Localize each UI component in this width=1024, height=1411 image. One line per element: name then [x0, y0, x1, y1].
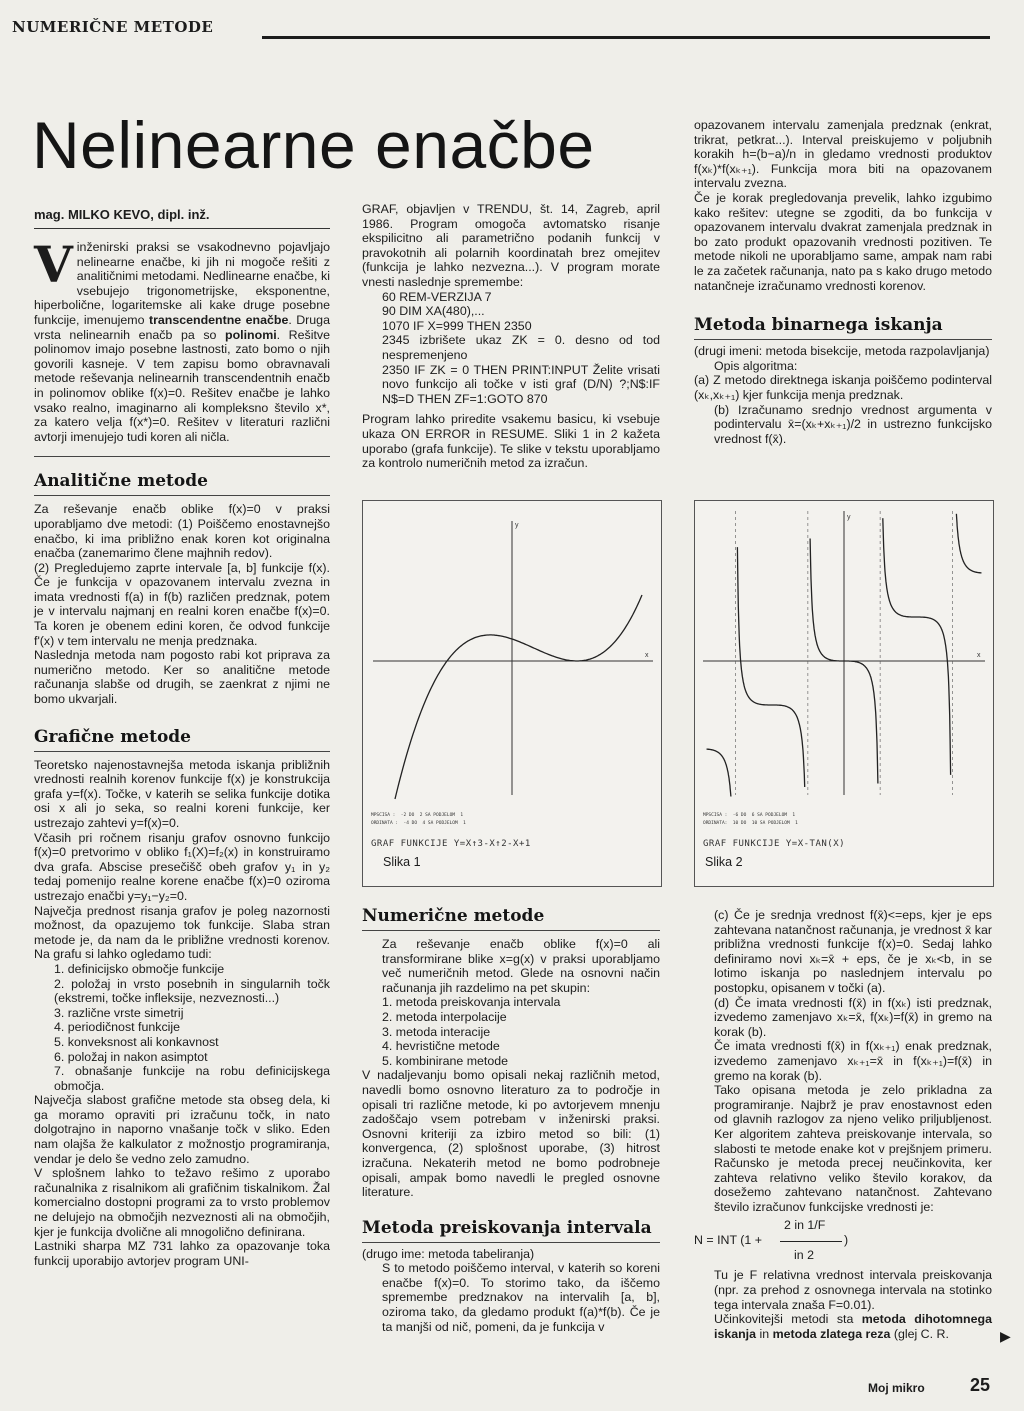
function-branch — [737, 547, 804, 787]
figure-1-caption: Slika 1 — [383, 855, 421, 869]
continue-arrow-icon: ▶ — [1000, 1328, 1011, 1344]
article-title: Nelinearne enačbe — [32, 108, 595, 182]
heading-binary: Metoda binarnega iskanja — [694, 315, 943, 336]
list-item: 4. hevristične metode — [382, 1039, 500, 1054]
y-axis-label: y — [847, 514, 851, 521]
figure-2-caption: Slika 2 — [705, 855, 743, 869]
formula: 2 in 1/F N = INT (1 + ) in 2 — [694, 1218, 849, 1263]
figure-1: x y MPSCISA : -2 DO 2 SA PODJELOM 1 ORDINATA : -4 DO 4 SA PODJELOM 1 GRAF FUNKCIJE Y=X↑3-X↑2-X+1 Slika 1 — [362, 500, 662, 887]
heading-graphic: Grafične metode — [34, 726, 191, 747]
x-axis-label: x — [977, 652, 981, 659]
intro-paragraph: V inženirski praksi se vsakodnevno pojavljajo nelinearne enačbe, ki jih ni mogoče rešiti z analitičnimi metodami. Nedlinearne enačbe, ki vsebujejo trigonometrijske, eksponentne, hiperbolične, logaritemske ali kake druge posebne funkcije, imenujemo transcendentne enačbe. Druga vrsta nelinearnih enačb pa so polinomi. Rešitve polinomov imajo posebne lastnosti, zato bomo o njih govorili kasneje. V tem zapisu bomo obravnavali metode reševanja nelinearnih transcendentnih enačb in polinomov oblike f(x)=0. Rešitev enačbe je lahko vsako realno, imaginarno ali kompleksno število x*, za katero velja f(x*)=0. Rešitev v literaturi različni avtorji imenujejo tudi koren ali ničla. — [34, 235, 330, 444]
column-3-top: opazovanem intervalu zamenjala predznak (enkrat, trikrat, petkrat...). Interval preiskujemo v poljubnih korakih h=(b−a)/n in gledamo vrednosti produktov f(xₖ)*f(xₖ₊₁). Funkcija mora biti na opazovanem intervalu zvezna. Če je korak pregledovanja prevelik, lahko izgubimo kako rešitev: utegne se zgoditi, da bo funkcija v opazovanem intervalu dvakrat zamenjala predznak in bo zato produkt opazovanih vrednosti pozitiven. Te metode nikoli ne uporabljamo same, ampak nam rabi le za začetek računanja, nato pa s kako drugo metodo natančneje izračunamo vrednosti korenov. Metoda binarnega iskanja (drugi imeni: metoda bisekcije, metoda razpolavljanja) Opis algoritma: (a) Z metodo direktnega iskanja poiščemo podinterval (xₖ,xₖ₊₁) kjer funkcija menja predznak. (b) Izračunamo srednjo vrednost argumenta v podintervalu x̄=(xₖ+xₖ₊₁)/2 in ustrezno funkcijsko vrednost f(x̄). — [694, 118, 992, 446]
heading-numeric: Numerične metode — [362, 906, 545, 926]
function-curve — [395, 595, 642, 799]
figure-2-function: GRAF FUNKCIJE Y=X-TAN(X) — [703, 839, 846, 849]
dropcap: V — [34, 235, 73, 294]
column-1: V inženirski praksi se vsakodnevno pojavljajo nelinearne enačbe, ki jih ni mogoče rešiti z analitičnimi metodami. Nedlinearne enačbe, ki vsebujejo trigonometrijske, eksponentne, hiperbolične, logaritemske ali kake druge posebne funkcije, imenujemo transcendentne enačbe. Druga vrsta nelinearnih enačb pa so polinomi. Rešitve polinomov imajo posebne lastnosti, zato bomo o njih govorili kasneje. V tem zapisu bomo obravnavali metode reševanja nelinearnih transcendentnih enačb in polinomov oblike f(x)=0. Rešitev enačbe je lahko vsako realno, imaginarno ali kompleksno število x*, za katero velja f(x*)=0. Rešitev v literaturi različni avtorji imenujejo tudi koren ali ničla. Analitične metode Za reševanje enačb oblike f(x)=0 v praksi uporabljamo dve metodi: (1) Poiščemo enostavnejšo enačbo, ki ima približno enak koren kot originalna enačba (zanemarimo člene majhnih redov). (2) Pregledujemo zaprte intervale [a, b] funkcije f(x). Če je funkcija v opazovanem intervalu zvezna in imata vrednosti f(a) in f(b) različen predznak, potem je v intervalu najmanj en realni koren enačbe f(x)=0. Ta koren je obenem edini koren, če odvod funkcije f'(x) v tem intervalu ne menja predznaka. Naslednja metoda nam pogosto rabi kot priprava za numerično metodo. Ker so analitične metode računanja slabše od drugih, se zaenkrat z njimi ne bomo ukvarjali. Grafične metode Teoretsko najenostavnejša metoda iskanja približnih vrednosti realnih korenov funkcije f(x) je konstrukcija grafa y=f(x). Točke, v katerih se selika funkcije dotika osi x ali jo seka, so realni koreni funkcije, ker ustrezajo zahtevi y=f(x)=0. Včasih pri ročnem risanju grafov osnovno funkcijo f(x)=0 pretvorimo v obliko f₁(X)=f₂(x) in konstruiramo dva grafa. Abscise presečišč obeh grafov y₁ in y₂ tedaj pomenijo realne korene enačbe f(x)=0 oziroma ustrezajo enačbi y=y₁−y₂=0. Največja prednost risanja grafov je poleg nazornosti možnost, da opazujemo tok funkcije. Slaba stran metode je, da nam da le približne vrednosti korenov. Na grafu si lahko ogledamo tudi: 1. definicijsko območje funkcije 2. položaj in vrsto posebnih in singularnih točk (ekstremi, točke infleksije, nezveznosti...) 3. različne vrste simetrij 4. periodičnost funkcije 5. konveksnost ali konkavnost 6. položaj in nakon asimptot 7. obnašanje funkcije na robu definicijskega območja. Največja slabost grafične metode sta obseg dela, ki ga moramo opraviti pri izračunu točk, in nato dolgotrajno in naporno vnašanje točk v sliko. Eden nam olajša že kalkulator z možnostjo programiranja, vendar je delo še vedno zelo zamudno. V splošnem lahko to težavo rešimo z uporabo računalnika z risalnikom ali grafičnim tiskalnikom. Žal komercialno dostopni programi za to vrsto problemov ne delujejo na območjih nezveznosti ali na območjih, kjer je funkcija dvolične ali mnogolično definirana. Lastniki sharpa MZ 731 lahko za opazovanje toka funkcij uporabijo avtorjev program UNI- — [34, 235, 330, 1268]
magazine-name: Moj mikro — [868, 1381, 925, 1395]
list-item: 5. kombinirane metode — [382, 1053, 509, 1068]
list-item: 1. metoda preiskovanja intervala — [382, 995, 561, 1010]
heading-interval: Metoda preiskovanja intervala — [362, 1217, 652, 1238]
column-3-bottom: (c) Če je srednja vrednost f(x̄)<=eps, kjer je eps zahtevana natančnost računanja, je vrednost x̄ kar približna vrednosti funkcije f(x)=0. Sedaj lahko definiramo novi xₖ=x̄ + eps, če je xₖ<b, in se lotimo iskanja po naslednjem intervalu po postopku, opisanem v točki (a). (d) Če imata vrednosti f(x̄) in f(xₖ) isti predznak, izvedemo zamenjavo xₖ=x̄, f(xₖ)=f(x̄) in gremo na korak (b). Če imata vrednosti f(x̄) in f(xₖ₊₁) enak predznak, izvedemo zamenjavo xₖ₊₁=x̄ in f(xₖ₊₁)=f(x̄) in gremo na korak (b). Tako opisana metoda je zelo prikladna za programiranje. Najbrž je prav enostavnost eden od glavnih razlogov za njeno veliko priljubljenost. Ker algoritem zahteva preiskovanje intervala, so slabosti te metode enake kot v prejšnjem primeru. Računsko je metoda precej neučinkovita, ker zahteva relativno veliko število korakov, da dosežemo zahtevano natančnost. Zahtevano število izračunov funkcijske vrednosti je: 2 in 1/F N = INT (1 + ) in 2 Tu je F relativna vrednost intervala preiskovanja (npr. za prehod z osnovnega intervala na stotinko tega intervala znaša F=0.01). Učinkovitejši metodi sta metoda dihotomnega iskanja in metoda zlatega reza (glej C. R. — [694, 908, 992, 1341]
list-item: 5. konveksnost ali konkavnost — [54, 1034, 219, 1049]
figure-1-function: GRAF FUNKCIJE Y=X↑3-X↑2-X+1 — [371, 839, 531, 849]
list-item: 2. položaj in vrsto posebnih in singularnih točk (ekstremi, točke infleksije, nezveznosti...) — [54, 976, 330, 1006]
heading-analytic: Analitične metode — [34, 471, 208, 492]
y-axis-label: y — [515, 522, 519, 529]
list-item: 1. definicijsko območje funkcije — [54, 961, 225, 976]
function-branch — [707, 749, 731, 796]
figure-2: x y MPSCISA : -6 DO 6 SA PODJELOM 1 ORDINATA: 10 DO 10 SA PODJELOM 1 GRAF FUNKCIJE Y=X-TAN(X) Slika 2 — [694, 500, 994, 887]
figure-2-plot — [695, 501, 993, 801]
header-rule — [262, 36, 990, 39]
list-item: 3. različne vrste simetrij — [54, 1005, 184, 1020]
x-axis-label: x — [645, 652, 649, 659]
page-number: 25 — [970, 1375, 991, 1395]
list-item: 4. periodičnost funkcije — [54, 1020, 181, 1035]
list-item: 3. metoda interacije — [382, 1024, 491, 1039]
author-rule — [34, 228, 330, 229]
section-header: NUMERIČNE METODE — [12, 18, 214, 36]
function-branch — [956, 514, 981, 573]
function-branch — [883, 518, 951, 775]
column-2-top: GRAF, objavljen v TRENDU, št. 14, Zagreb, april 1986. Program omogoča avtomatsko risanje ekspilicitno ali parametrično podanih funkcij v pravokotnih ali polarnih koordinatah brez omejitev (funkcija je lahko nezvezna...). V program morate vnesti naslednje spremembe: 60 REM-VERZIJA 7 90 DIM XA(480),... 1070 IF X=999 THEN 2350 2345 izbrišete ukaz ZK = 0. desno od tod nespremenjeno 2350 IF ZK = 0 THEN PRINT:INPUT Želite vrisati novo funkcijo ali točke v isti graf (D/N) ?;N$:IF N$=D THEN ZF=1:GOTO 870 Program lahko priredite vsakemu basicu, ki vsebuje ukaza ON ERROR in RESUME. Sliki 1 in 2 kažeta uporabo (grafa funkcije). Te slike v tekstu uporabljamo za kontrolo numeričnih metod za izračun. — [362, 202, 660, 471]
author-line: mag. MILKO KEVO, dipl. inž. — [34, 207, 210, 222]
list-item: 6. položaj in nakon asimptot — [54, 1049, 208, 1064]
list-item: 7. obnašanje funkcije na robu definicijskega območja. — [54, 1064, 330, 1093]
figure-1-plot — [363, 501, 661, 801]
column-2-bottom: Numerične metode Za reševanje enačb oblike f(x)=0 ali transformirane blike x=g(x) v praksi uporabljamo več numeričnih metod. Glede na osnovni način računanja jih razdelimo na pet skupin: 1. metoda preiskovanja intervala 2. metoda interpolacije 3. metoda interacije 4. hevristične metode 5. kombinirane metode V nadaljevanju bomo opisali nekaj različnih metod, navedli bomo osnovno literaturo za to področje in opisali tri različne metode, ki po avtorjevem mnenju zadoščajo vsem potrebam v inženirski praksi. Osnovni kriteriji za izbiro metod so bili: (1) konvergenca, (2) splošnost uporabe, (3) hitrost izračuna. Nekaterih metod ne bomo podrobneje opisali, ampak bomo navedli le pregled osnovne literature. Metoda preiskovanja intervala (drugo ime: metoda tabeliranja) S to metodo poiščemo interval, v katerih so koreni enačbe f(x)=0. To storimo tako, da iščemo spremembe predznakov na intervalih [a, b], oziroma tako, da gledamo produkt f(a)*f(b). Če je ta manjši od nič, pomeni, da je funkcija v — [362, 906, 660, 1334]
list-item: 2. metoda interpolacije — [382, 1009, 507, 1024]
